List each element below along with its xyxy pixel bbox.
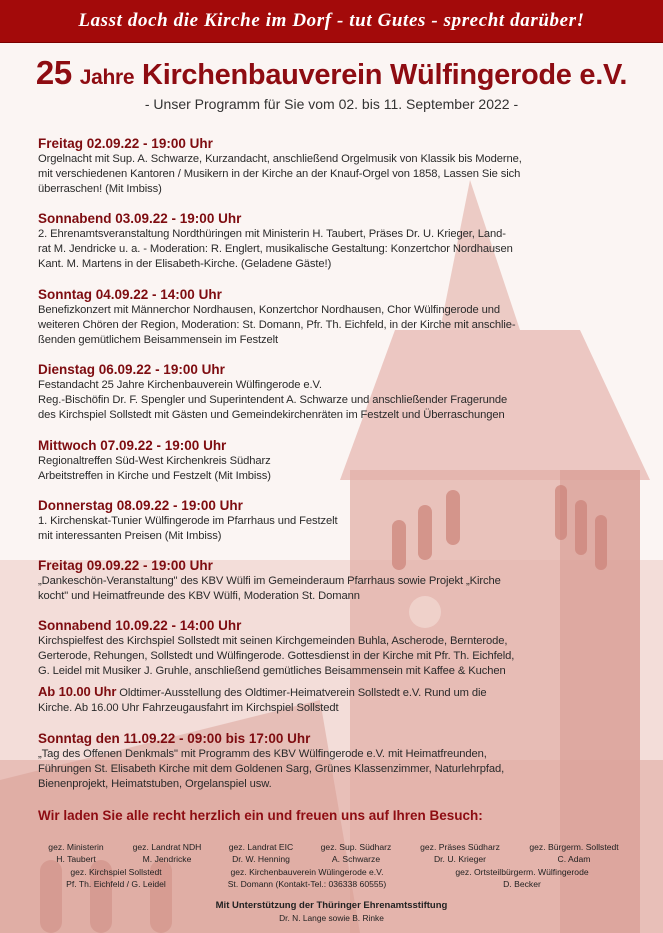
event-description-line: des Kirchspiel Sollstedt mit Gästen und Gemeindekirchenräten im Festzelt und Überraschungen [38,409,505,421]
event-block [38,135,638,197]
event-description-line: Führungen St. Elisabeth Kirche mit dem Goldenen Sarg, Grünes Klassenzimmer, Naturlehrpfad, [38,763,505,775]
signature-name: A. Schwarze [331,854,381,864]
signature-role: gez. Sup. Südharz [320,842,392,852]
signature-role: gez. Präses Südharz [420,842,500,852]
subtitle: - Unser Programm für Sie vom 02. bis 11. September 2022 - [144,96,519,112]
title-number: 25 [35,54,72,91]
event-block [38,557,638,604]
event-heading: Dienstag 06.09.22 - 19:00 Uhr [38,362,225,377]
oldtimer-note [38,684,638,716]
support-names: Dr. N. Lange sowie B. Rinke [279,913,384,923]
signature-name: C. Adam [557,854,591,864]
event-description-line: Regionaltreffen Süd-West Kirchenkreis Südharz [38,455,271,467]
signature [229,841,294,865]
event-description-line: mit verschiedenen Kantoren / Musikern in der Kirche an der Knauf-Orgel von 1858, Lassen Sie sich [38,168,521,180]
signature-name: M. Jendricke [142,854,192,864]
support-title: Mit Unterstützung der Thüringer Ehrenamtsstiftung [215,900,448,911]
slogan-text: Lasst doch die Kirche im Dorf - tut Gutes - sprecht darüber! [78,10,585,31]
event-description-line: mit interessanten Preisen (Mit Imbiss) [38,530,222,542]
signature-role: gez. Landrat NDH [132,842,202,852]
page-title [0,54,663,92]
oldtimer-line-1: Oldtimer-Ausstellung des Oldtimer-Heimatverein Sollstedt e.V. Rund um die [119,687,487,699]
signature-role: gez. Kirchenbauverein Wülingerode e.V. [230,867,384,877]
event-block [38,361,638,423]
signature-name: D. Becker [503,879,541,889]
signature-role: gez. Landrat EIC [228,842,294,852]
signature-role: gez. Ministerin [48,842,104,852]
signature [66,866,166,890]
title-name: Kirchenbauverein Wülfingerode e.V. [142,59,628,91]
event-heading: Sonnabend 10.09.22 - 14:00 Uhr [38,618,242,633]
signature [321,841,392,865]
oldtimer-label: Ab 10.00 Uhr [38,684,117,699]
invitation: Wir laden Sie alle recht herzlich ein und freuen uns auf Ihren Besuch: [38,808,483,823]
event-block [38,210,638,272]
event-block [38,497,638,544]
event-block [38,617,638,679]
event-description-line: 2. Ehrenamtsveranstaltung Nordthüringen mit Ministerin H. Taubert, Präses Dr. U. Krieger, Land- [38,228,506,240]
event-description-line: G. Leidel mit Musiker J. Gruhle, anschließend gemütliches Beisammensein mit Kaffee & Kuchen [38,665,506,677]
event-description-line: Benefizkonzert mit Männerchor Nordhausen, Konzertchor Nordhausen, Chor Wülfingerode und [38,304,501,316]
event-description-line: „Tag des Offenen Denkmals" mit Programm des KBV Wülfingerode e.V. mit Heimatfreunden, [38,748,487,760]
signature-role: gez. Bürgerm. Sollstedt [529,842,619,852]
signature-role: gez. Kirchspiel Sollstedt [70,867,162,877]
event-description-line: Kirchspielfest des Kirchspiel Sollstedt mit seinen Kirchgemeinden Buhla, Ascherode, Bernterode, [38,635,508,647]
event-block [38,286,638,348]
event-block [38,437,638,484]
signature [133,841,202,865]
event-description-line: Arbeitstreffen in Kirche und Festzelt (Mit Imbiss) [38,470,271,482]
signature [420,841,500,865]
event-description-line: kocht" und Heimatfreunde des KBV Wülfi, Moderation St. Domann [38,590,360,602]
event-description-line: Festandacht 25 Jahre Kirchenbauverein Wülfingerode e.V. [38,379,322,391]
signature-name: Dr. U. Krieger [433,854,487,864]
event-block [38,730,638,792]
oldtimer-line-2: Kirche. Ab 16.00 Uhr Fahrzeugausfahrt im Kirchspiel Sollstedt [38,702,339,714]
signature-role: gez. Ortsteilbürgerm. Wülfingerode [455,867,589,877]
signature [455,866,588,890]
title-jahre: Jahre [79,66,135,89]
event-heading: Donnerstag 08.09.22 - 19:00 Uhr [38,498,243,513]
event-heading: Sonntag 04.09.22 - 14:00 Uhr [38,287,222,302]
signature-name: Pf. Th. Eichfeld / G. Leidel [66,879,166,889]
event-description-line: Orgelnacht mit Sup. A. Schwarze, Kurzandacht, anschließend Orgelmusik von Klassik bis Moderne, [38,153,522,165]
signature [529,841,618,865]
event-heading: Freitag 09.09.22 - 19:00 Uhr [38,558,213,573]
signature-name: H. Taubert [56,854,96,864]
event-description-line: weiteren Chören der Region, Moderation: St. Domann, Pfr. Th. Eichfeld, in der Kirche mit anschlie- [38,319,516,331]
event-description-line: „Dankeschön-Veranstaltung" des KBV Wülfi im Gemeinderaum Pfarrhaus sowie Projekt „Kirche [38,575,501,587]
event-heading: Sonnabend 03.09.22 - 19:00 Uhr [38,211,242,226]
signature-name: St. Domann (Kontakt-Tel.: 036338 60555) [227,879,387,889]
event-description-line: ßenden gemütlichem Beisammensein im Festzelt [38,334,278,346]
event-description-line: Bienenprojekt, Heimatstuben, Orgelanspiel usw. [38,778,272,790]
event-description-line: Kant. M. Martens in der Elisabeth-Kirche. (Geladene Gäste!) [38,258,332,270]
signature [228,866,387,890]
event-description-line: Reg.-Bischöfin Dr. F. Spengler und Superintendent A. Schwarze und anschließender Fragerunde [38,394,508,406]
signature [48,841,103,865]
slogan-banner [0,0,663,43]
event-description-line: Gerterode, Rehungen, Sollstedt und Wülfingerode. Gottesdienst in der Kirche mit Pfr. Th. Eichfeld, [38,650,515,662]
event-heading: Mittwoch 07.09.22 - 19:00 Uhr [38,438,227,453]
event-heading: Freitag 02.09.22 - 19:00 Uhr [38,136,213,151]
event-heading: Sonntag den 11.09.22 - 09:00 bis 17:00 Uhr [38,731,311,746]
event-description-line: rat M. Jendricke u. a. - Moderation: R. Englert, musikalische Gestaltung: Konzertchor Nordhausen [38,243,513,255]
event-description-line: 1. Kirchenskat-Tunier Wülfingerode im Pfarrhaus und Festzelt [38,515,338,527]
event-description-line: überraschen! (Mit Imbiss) [38,183,162,195]
signature-name: Dr. W. Henning [232,854,290,864]
